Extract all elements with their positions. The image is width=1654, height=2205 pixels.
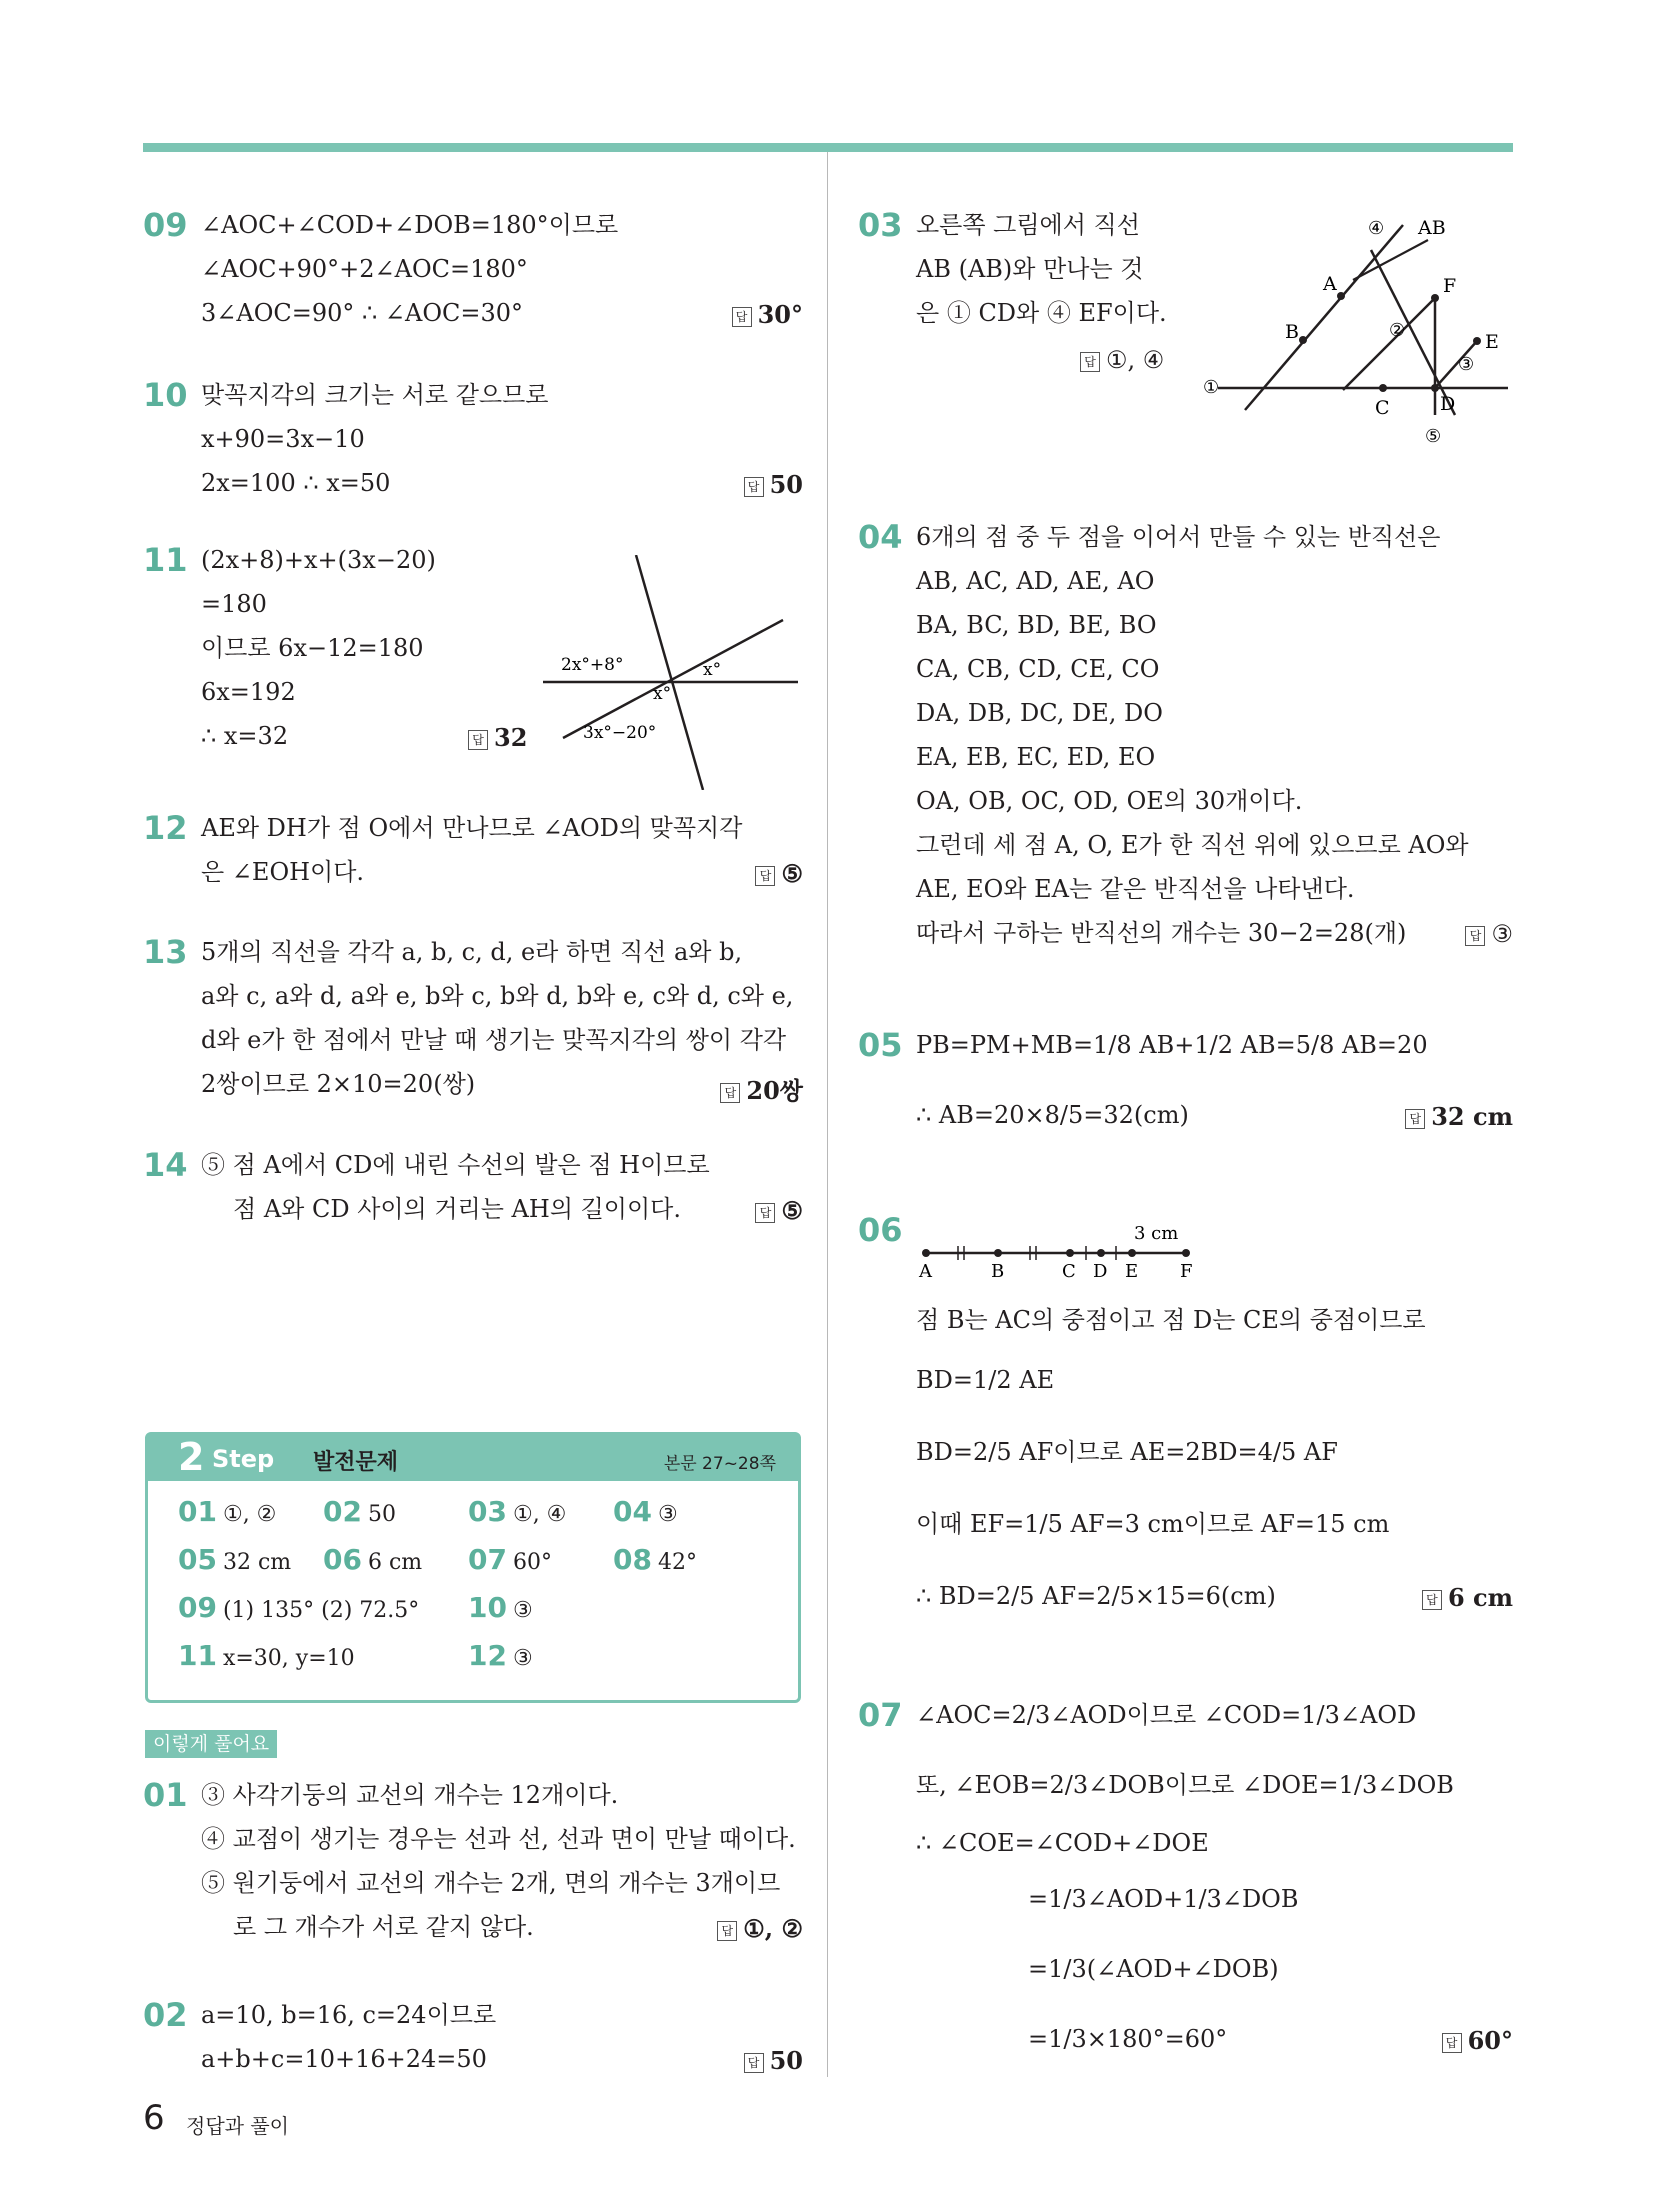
- answer-mark-icon: 답: [755, 1203, 775, 1223]
- line: ⑤ 점 A에서 CD에 내린 수선의 발은 점 H이므로: [201, 1151, 710, 1179]
- line: =1/3×180°=60°: [1028, 2025, 1228, 2053]
- answer-value: 60°: [1467, 2026, 1513, 2055]
- answer-mark-icon: 답: [755, 866, 775, 886]
- problem-number: 06: [858, 1211, 903, 1249]
- line: 은 ∠EOH이다.: [201, 858, 365, 886]
- point-label: B: [991, 1261, 1005, 1279]
- solution-02: [143, 1996, 803, 2090]
- line: (2x+8)+x+(3x−20): [201, 546, 436, 574]
- answer-value: 32: [494, 723, 528, 752]
- line: ∠AOC=2/3∠AOD이므로 ∠COD=1/3∠AOD: [916, 1701, 1417, 1729]
- line: =1/3(∠AOD+∠DOB): [1028, 1955, 1279, 1983]
- line: 2x=100 ∴ x=50: [201, 469, 391, 497]
- line: DA, DB, DC, DE, DO: [916, 699, 1163, 727]
- figure-label: E: [1485, 331, 1499, 353]
- answer-value: ①, ②: [743, 1914, 803, 1943]
- answer-mark-icon: 답: [1405, 1109, 1425, 1129]
- line: BA, BC, BD, BE, BO: [916, 611, 1157, 639]
- line: ③ 사각기둥의 교선의 개수는 12개이다.: [201, 1781, 619, 1809]
- answer: [717, 1914, 803, 1943]
- line: d와 e가 한 점에서 만날 때 생기는 맞꼭지각의 쌍이 각각: [201, 1026, 787, 1054]
- answer-mark-icon: 답: [1465, 926, 1485, 946]
- answer-mark-icon: 답: [1422, 1590, 1442, 1610]
- step-pages: 본문 27~28쪽: [663, 1454, 776, 1474]
- line: 6개의 점 중 두 점을 이어서 만들 수 있는 반직선은: [916, 523, 1441, 551]
- line: 6x=192: [201, 678, 296, 706]
- figure-label: ⑤: [1425, 426, 1442, 447]
- answer-item: 03 ①, ④: [468, 1495, 567, 1528]
- line: 그런데 세 점 A, O, E가 한 직선 위에 있으므로 AO와: [916, 831, 1469, 859]
- answer-item: 05 32 cm: [178, 1543, 292, 1576]
- answer: [744, 470, 803, 499]
- line: 또, ∠EOB=2/3∠DOB이므로 ∠DOE=1/3∠DOB: [916, 1771, 1454, 1799]
- line: BD=1/2 AE: [916, 1366, 1055, 1394]
- line: CA, CB, CD, CE, CO: [916, 655, 1160, 683]
- problem-number: 12: [143, 809, 188, 847]
- problem-number: 10: [143, 376, 188, 414]
- angle-label: x°: [703, 660, 722, 680]
- answer: [755, 859, 803, 888]
- problem-number: 11: [143, 541, 188, 579]
- problem-number: 05: [858, 1026, 903, 1064]
- angle-figure: [543, 555, 803, 790]
- solution-05: [858, 1026, 1513, 1150]
- answer-value: 50: [769, 470, 803, 499]
- answer-mark-icon: 답: [744, 2053, 764, 2073]
- answer: [1442, 2026, 1513, 2055]
- segment-figure: [916, 1215, 1196, 1279]
- answer-item: 10 ③: [468, 1591, 533, 1624]
- line: =180: [201, 590, 267, 618]
- problem-number: 14: [143, 1146, 188, 1184]
- line: =1/3∠AOD+1/3∠DOB: [1028, 1885, 1299, 1913]
- point-label: A: [919, 1261, 932, 1279]
- answer: [744, 2046, 803, 2075]
- figure-label: ④: [1368, 218, 1385, 239]
- answer: [468, 723, 527, 752]
- point-label: D: [1093, 1261, 1108, 1279]
- line: 따라서 구하는 반직선의 개수는 30−2=28(개): [916, 919, 1407, 947]
- answer-item: 09 (1) 135° (2) 72.5°: [178, 1591, 420, 1624]
- line: 점 A와 CD 사이의 거리는 AH의 길이이다.: [233, 1195, 681, 1223]
- problem-12: [143, 809, 803, 903]
- answer-value: 6 cm: [1447, 1583, 1513, 1612]
- answer: [720, 1071, 803, 1106]
- figure-label: AB: [1418, 217, 1446, 239]
- angle-label: 2x°+8°: [561, 655, 624, 675]
- problem-number: 13: [143, 933, 188, 971]
- segment-label: 3 cm: [1134, 1223, 1179, 1244]
- solution-07: [858, 1696, 1513, 2070]
- solution-04: [858, 518, 1513, 972]
- figure-label: ①: [1203, 377, 1220, 398]
- answer-item: 12 ③: [468, 1639, 533, 1672]
- line: ∴ AB=20×8/5=32(cm): [916, 1101, 1189, 1129]
- angle-label: 3x°−20°: [583, 723, 657, 743]
- problem-number: 02: [143, 1996, 188, 2034]
- solution-03: [858, 206, 1513, 450]
- line: a=10, b=16, c=24이므로: [201, 2001, 497, 2029]
- column-divider: [827, 152, 828, 2077]
- point-label: E: [1125, 1261, 1139, 1279]
- line: ④ 교점이 생기는 경우는 선과 선, 선과 면이 만날 때이다.: [201, 1825, 796, 1853]
- figure-label: ③: [1458, 354, 1475, 375]
- line: 점 B는 AC의 중점이고 점 D는 CE의 중점이므로: [916, 1306, 1426, 1334]
- step-badge: 2: [178, 1435, 205, 1479]
- problem-number: 01: [143, 1776, 188, 1814]
- line: 로 그 개수가 서로 같지 않다.: [233, 1913, 534, 1941]
- problem-number: 03: [858, 206, 903, 244]
- step-header: [148, 1435, 798, 1481]
- answer-item: 07 60°: [468, 1543, 552, 1576]
- line: 3∠AOC=90° ∴ ∠AOC=30°: [201, 299, 524, 327]
- answer-mark-icon: 답: [720, 1083, 740, 1103]
- angle-label: x°: [653, 684, 672, 704]
- point-label: F: [1180, 1261, 1193, 1279]
- page-number: 6: [143, 2098, 165, 2138]
- answer-mark-icon: 답: [744, 477, 764, 497]
- answer: [755, 1196, 803, 1225]
- answer: [1465, 920, 1513, 948]
- answer-value: ⑤: [781, 859, 803, 888]
- problem-number: 04: [858, 518, 903, 556]
- line: ∠AOC+90°+2∠AOC=180°: [201, 255, 528, 283]
- line: OA, OB, OC, OD, OE의 30개이다.: [916, 787, 1303, 815]
- step-title: 발전문제: [313, 1450, 399, 1475]
- answer-item: 06 6 cm: [323, 1543, 423, 1576]
- answer-value: 32 cm: [1431, 1102, 1513, 1131]
- answer-value: 20쌍: [746, 1076, 803, 1105]
- line: ∠AOC+∠COD+∠DOB=180°이므로: [201, 211, 619, 239]
- line: 이므로 6x−12=180: [201, 634, 424, 662]
- top-accent-bar: [143, 143, 1513, 152]
- figure-label: A: [1323, 273, 1337, 295]
- line: BD=2/5 AF이므로 AE=2BD=4/5 AF: [916, 1438, 1338, 1466]
- figure-label: ②: [1389, 320, 1406, 341]
- figure-label: D: [1440, 393, 1456, 415]
- point-label: C: [1062, 1261, 1076, 1279]
- step-label: Step: [212, 1445, 275, 1473]
- problem-09: [143, 206, 803, 330]
- answer-mark-icon: 답: [717, 1921, 737, 1941]
- answer: [732, 300, 803, 329]
- line: ⑤ 원기둥에서 교선의 개수는 2개, 면의 개수는 3개이므: [201, 1869, 781, 1897]
- problem-number: 07: [858, 1696, 903, 1734]
- line: AE, EO와 EA는 같은 반직선을 나타낸다.: [916, 875, 1355, 903]
- answer-item: 11 x=30, y=10: [178, 1639, 355, 1672]
- figure-label: B: [1285, 321, 1299, 343]
- answer-mark-icon: 답: [1442, 2033, 1462, 2053]
- line: a+b+c=10+16+24=50: [201, 2045, 487, 2073]
- line: ∴ x=32: [201, 722, 289, 750]
- figure-label: C: [1375, 397, 1390, 419]
- line: x+90=3x−10: [201, 425, 365, 453]
- answer: [1405, 1102, 1513, 1131]
- figure-label: F: [1443, 275, 1457, 297]
- answer-value: ③: [1491, 920, 1513, 948]
- problem-number: 09: [143, 206, 188, 244]
- line: AB (AB)와 만나는 것: [916, 255, 1144, 283]
- answer: [1080, 346, 1164, 374]
- line: 오른쪽 그림에서 직선: [916, 211, 1140, 239]
- solution-label: 이렇게 풀어요: [145, 1730, 277, 1758]
- line: ∴ BD=2/5 AF=2/5×15=6(cm): [916, 1582, 1276, 1610]
- answer-item: 04 ③: [613, 1495, 678, 1528]
- step-answer-box: [145, 1432, 801, 1703]
- problem-10: [143, 376, 803, 500]
- line: PB=PM+MB=1/8 AB+1/2 AB=5/8 AB=20: [916, 1031, 1428, 1059]
- line: 은 ① CD와 ④ EF이다.: [916, 299, 1167, 327]
- answer-mark-icon: 답: [1080, 352, 1100, 372]
- answer-value: ⑤: [781, 1196, 803, 1225]
- answer-value: 30°: [757, 300, 803, 329]
- answer-item: 08 42°: [613, 1543, 697, 1576]
- problem-11: [143, 541, 803, 795]
- answer-mark-icon: 답: [732, 307, 752, 327]
- line: 5개의 직선을 각각 a, b, c, d, e라 하면 직선 a와 b,: [201, 938, 743, 966]
- line-figure: [1203, 210, 1513, 455]
- line: 이때 EF=1/5 AF=3 cm이므로 AF=15 cm: [916, 1510, 1390, 1538]
- answer-value: ①, ④: [1106, 346, 1165, 374]
- answer-item: 01 ①, ②: [178, 1495, 277, 1528]
- solution-01: [143, 1776, 803, 1960]
- footer-title: 정답과 풀이: [186, 2114, 289, 2138]
- answer-mark-icon: 답: [468, 730, 488, 750]
- line: 맞꼭지각의 크기는 서로 같으므로: [201, 381, 549, 409]
- line: a와 c, a와 d, a와 e, b와 c, b와 d, b와 e, c와 d, c와 e,: [201, 982, 794, 1010]
- solution-06: [858, 1211, 1513, 1615]
- answer-value: 50: [769, 2046, 803, 2075]
- problem-13: [143, 933, 803, 1117]
- line: 2쌍이므로 2×10=20(쌍): [201, 1070, 476, 1098]
- line: AE와 DH가 점 O에서 만나므로 ∠AOD의 맞꼭지각: [201, 814, 743, 842]
- answer: [1422, 1583, 1513, 1612]
- line: EA, EB, EC, ED, EO: [916, 743, 1156, 771]
- problem-14: [143, 1146, 803, 1240]
- answer-item: 02 50: [323, 1495, 396, 1528]
- line: AB, AC, AD, AE, AO: [916, 567, 1155, 595]
- line: ∴ ∠COE=∠COD+∠DOE: [916, 1829, 1209, 1857]
